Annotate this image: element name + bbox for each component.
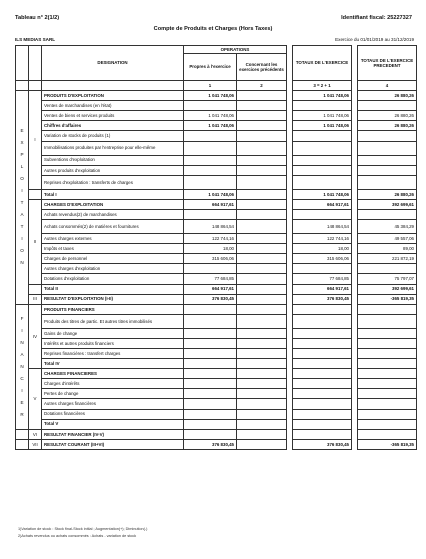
total-value xyxy=(293,419,352,429)
previous-value: 392 699,61 xyxy=(358,284,417,294)
row-label: Total V xyxy=(42,419,184,429)
total-value xyxy=(293,165,352,175)
section-side-blank xyxy=(16,439,29,449)
previous-value xyxy=(358,304,417,314)
concernant-value xyxy=(237,141,287,155)
concernant-value xyxy=(237,419,287,429)
propres-value xyxy=(184,101,237,111)
total-value: 1 041 748,06 xyxy=(293,121,352,131)
table-row xyxy=(16,328,417,338)
propres-value: 1 041 748,06 xyxy=(184,111,237,121)
row-label: PRODUITS D'EXPLOITATION xyxy=(42,91,184,101)
table-row xyxy=(16,175,417,189)
propres-value xyxy=(184,399,237,409)
propres-value xyxy=(184,264,237,274)
concernant-value xyxy=(237,244,287,254)
row-label: Variation de stocks de produits (1) xyxy=(42,131,184,141)
previous-value xyxy=(358,209,417,219)
previous-value xyxy=(358,348,417,358)
table-row xyxy=(16,399,417,409)
previous-value xyxy=(358,409,417,419)
concernant-value xyxy=(237,338,287,348)
total-value: 1 041 748,06 xyxy=(293,91,352,101)
total-value: 122 744,16 xyxy=(293,234,352,244)
table-row xyxy=(16,91,417,101)
propres-value xyxy=(184,328,237,338)
table-row xyxy=(16,429,417,439)
table-row xyxy=(16,314,417,328)
total-value xyxy=(293,264,352,274)
propres-value xyxy=(184,369,237,379)
previous-value: 49 557,06 xyxy=(358,234,417,244)
previous-value xyxy=(358,369,417,379)
section-side-text: FINANCIER xyxy=(20,315,24,417)
table-row xyxy=(16,274,417,284)
previous-value xyxy=(358,101,417,111)
previous-value xyxy=(358,429,417,439)
operations-header: OPERATIONS xyxy=(184,46,287,54)
table-row xyxy=(16,199,417,209)
income-statement-table xyxy=(15,45,417,450)
row-label: RESULTAT COURANT (III+VI) xyxy=(42,439,184,449)
previous-value xyxy=(358,175,417,189)
total-value xyxy=(293,314,352,328)
concernant-value xyxy=(237,439,287,449)
total-value xyxy=(293,101,352,111)
header-blank-3 xyxy=(16,81,29,91)
total-value xyxy=(293,369,352,379)
table-row xyxy=(16,189,417,199)
total-value xyxy=(293,429,352,439)
designation-header: DESIGNATION xyxy=(42,46,184,81)
header-blank-5 xyxy=(42,81,184,91)
propres-value xyxy=(184,379,237,389)
total-value xyxy=(293,131,352,141)
table-row xyxy=(16,165,417,175)
propres-value xyxy=(184,155,237,165)
row-label: Total IV xyxy=(42,359,184,369)
previous-value: -365 819,35 xyxy=(358,294,417,304)
row-label: Dotations financières xyxy=(42,409,184,419)
period-label: Exercice du 01/01/2019 au 31/12/2019 xyxy=(335,37,414,42)
column-number-2: 2 xyxy=(237,81,287,91)
total-value: 77 684,85 xyxy=(293,274,352,284)
column-number-3: 3 = 2 + 1 xyxy=(293,81,352,91)
total-value: 1 041 748,06 xyxy=(293,189,352,199)
concernant-value xyxy=(237,429,287,439)
column-number-1: 1 xyxy=(184,81,237,91)
table-row xyxy=(16,254,417,264)
previous-value xyxy=(358,338,417,348)
propres-value xyxy=(184,359,237,369)
table-row xyxy=(16,409,417,419)
concernant-value xyxy=(237,359,287,369)
propres-value: 315 606,06 xyxy=(184,254,237,264)
concernant-value xyxy=(237,189,287,199)
concernant-value xyxy=(237,389,287,399)
row-label: Total I xyxy=(42,189,184,199)
company-name: ILS MEDIAS SARL xyxy=(15,37,56,42)
concernant-value xyxy=(237,131,287,141)
propres-value: 1 041 748,06 xyxy=(184,189,237,199)
table-row xyxy=(16,234,417,244)
row-label: CHARGES FINANCIERES xyxy=(42,369,184,379)
header-blank-1 xyxy=(16,46,29,81)
previous-value xyxy=(358,314,417,328)
concernant-value xyxy=(237,409,287,419)
concernant-value xyxy=(237,369,287,379)
table-row xyxy=(16,209,417,219)
previous-value xyxy=(358,264,417,274)
previous-value xyxy=(358,131,417,141)
concernant-header: Concernant les exercices précédents xyxy=(237,54,287,81)
table-reference: Tableau n° 2(1/2) xyxy=(15,15,60,21)
previous-value xyxy=(358,359,417,369)
concernant-value xyxy=(237,314,287,328)
table-row xyxy=(16,359,417,369)
propres-value xyxy=(184,338,237,348)
propres-value xyxy=(184,348,237,358)
concernant-value xyxy=(237,274,287,284)
concernant-value xyxy=(237,294,287,304)
row-label: RESULTAT FINANCIER (IV-V) xyxy=(42,429,184,439)
row-label: Total II xyxy=(42,284,184,294)
page-title: Compte de Produits et Charges (Hors Taxes) xyxy=(153,26,273,32)
total-value: 315 606,06 xyxy=(293,254,352,264)
total-value: 664 917,61 xyxy=(293,199,352,209)
table-row xyxy=(16,294,417,304)
table-row xyxy=(16,131,417,141)
concernant-value xyxy=(237,91,287,101)
previous-value: 75 797,07 xyxy=(358,274,417,284)
previous-value: 392 699,61 xyxy=(358,199,417,209)
row-label: Autres charges externes xyxy=(42,234,184,244)
concernant-value xyxy=(237,234,287,244)
row-label: Gains de change xyxy=(42,328,184,338)
previous-value: 221 872,19 xyxy=(358,254,417,264)
concernant-value xyxy=(237,111,287,121)
propres-value: 18,00 xyxy=(184,244,237,254)
row-label: CHARGES D'EXPLOITATION xyxy=(42,199,184,209)
total-value: 1 041 748,06 xyxy=(293,111,352,121)
propres-value: 376 830,45 xyxy=(184,439,237,449)
row-label: Autres produits d'exploitation xyxy=(42,165,184,175)
table-row xyxy=(16,389,417,399)
previous-value: 45 384,29 xyxy=(358,220,417,234)
roman-numeral: IV xyxy=(29,304,42,368)
column-number-4: 4 xyxy=(358,81,417,91)
row-label: Chiffres d'affaires xyxy=(42,121,184,131)
propres-value: 1 041 748,06 xyxy=(184,91,237,101)
propres-value: 664 917,61 xyxy=(184,199,237,209)
propres-value xyxy=(184,389,237,399)
section-side-text: EXPLOITATION xyxy=(20,128,24,266)
footnote-1: 1)Variation de stock : Stock final-Stock initial ; Augmentation(+); Diminution(-) xyxy=(18,527,148,531)
row-label: Reprises financières : transfert charges xyxy=(42,348,184,358)
previous-value xyxy=(358,155,417,165)
previous-value xyxy=(358,165,417,175)
row-label: Immobilisations produites par l'entreprise pour elle-même xyxy=(42,141,184,155)
propres-value xyxy=(184,131,237,141)
propres-value xyxy=(184,175,237,189)
propres-value: 77 684,85 xyxy=(184,274,237,284)
propres-value xyxy=(184,141,237,155)
table-row xyxy=(16,111,417,121)
total-value xyxy=(293,175,352,189)
concernant-value xyxy=(237,101,287,111)
table-row xyxy=(16,348,417,358)
row-label: Pertes de change xyxy=(42,389,184,399)
table-row xyxy=(16,155,417,165)
row-label: Autres charges d'exploitation xyxy=(42,264,184,274)
propres-value: 376 830,45 xyxy=(184,294,237,304)
concernant-value xyxy=(237,284,287,294)
total-value: 376 830,45 xyxy=(293,439,352,449)
propres-value xyxy=(184,419,237,429)
roman-numeral: VI xyxy=(29,429,42,439)
row-label: Ventes de marchandises (en l'état) xyxy=(42,101,184,111)
totaux-header: TOTAUX DE L'EXERCICE xyxy=(293,46,352,81)
concernant-value xyxy=(237,199,287,209)
row-label: Reprises d'exploitation : transferts de charges xyxy=(42,175,184,189)
roman-numeral: V xyxy=(29,369,42,430)
previous-value: -365 819,35 xyxy=(358,439,417,449)
propres-value: 1 041 748,06 xyxy=(184,121,237,131)
row-label: Intérêts et autres produits financiers xyxy=(42,338,184,348)
table-row xyxy=(16,220,417,234)
previous-value: 89,00 xyxy=(358,244,417,254)
total-value xyxy=(293,359,352,369)
previous-value xyxy=(358,379,417,389)
total-value: 664 917,61 xyxy=(293,284,352,294)
propres-value xyxy=(184,165,237,175)
footnote-2: 2)Achats revendus ou achats consommés : Achats - variation de stock xyxy=(18,534,137,538)
row-label: RESULTAT D'EXPLOITATION (I-II) xyxy=(42,294,184,304)
fiscal-identifier: Identifiant fiscal: 25227327 xyxy=(341,15,412,21)
total-value xyxy=(293,304,352,314)
roman-numeral: III xyxy=(29,294,42,304)
concernant-value xyxy=(237,254,287,264)
row-label: Dotations d'exploitation xyxy=(42,274,184,284)
row-label: Subventions d'exploitation xyxy=(42,155,184,165)
previous-value xyxy=(358,419,417,429)
previous-value: 26 880,26 xyxy=(358,111,417,121)
propres-value: 664 917,61 xyxy=(184,284,237,294)
concernant-value xyxy=(237,399,287,409)
table-row xyxy=(16,419,417,429)
concernant-value xyxy=(237,209,287,219)
total-value: 148 864,54 xyxy=(293,220,352,234)
propres-value xyxy=(184,209,237,219)
propres-value xyxy=(184,314,237,328)
table-row xyxy=(16,338,417,348)
totaux-prec-header: TOTAUX DE L'EXERCICE PRECEDENT xyxy=(358,46,417,81)
table-row xyxy=(16,101,417,111)
row-label: Achats consommés(2) de matières et fournitures xyxy=(42,220,184,234)
previous-value xyxy=(358,141,417,155)
row-label: Charges de personnel xyxy=(42,254,184,264)
roman-numeral: VII xyxy=(29,439,42,449)
header-blank-4 xyxy=(29,81,42,91)
table-row xyxy=(16,379,417,389)
concernant-value xyxy=(237,348,287,358)
row-label: PRODUITS FINANCIERS xyxy=(42,304,184,314)
row-label: Ventes de biens et services produits xyxy=(42,111,184,121)
table-row xyxy=(16,141,417,155)
roman-numeral: II xyxy=(29,199,42,284)
roman-numeral xyxy=(29,284,42,294)
concernant-value xyxy=(237,379,287,389)
table-row xyxy=(16,284,417,294)
table-row xyxy=(16,304,417,314)
row-label: Autres charges financières xyxy=(42,399,184,409)
previous-value xyxy=(358,399,417,409)
total-value xyxy=(293,409,352,419)
concernant-value xyxy=(237,264,287,274)
total-value xyxy=(293,155,352,165)
table-row xyxy=(16,439,417,449)
total-value: 18,00 xyxy=(293,244,352,254)
total-value xyxy=(293,399,352,409)
total-value xyxy=(293,348,352,358)
total-value xyxy=(293,389,352,399)
concernant-value xyxy=(237,121,287,131)
propres-value: 122 744,16 xyxy=(184,234,237,244)
total-value xyxy=(293,338,352,348)
table-row xyxy=(16,369,417,379)
concernant-value xyxy=(237,304,287,314)
concernant-value xyxy=(237,165,287,175)
total-value xyxy=(293,379,352,389)
previous-value: 26 880,26 xyxy=(358,91,417,101)
propres-value: 148 864,54 xyxy=(184,220,237,234)
roman-numeral xyxy=(29,189,42,199)
total-value: 376 830,45 xyxy=(293,294,352,304)
table-row xyxy=(16,264,417,274)
row-label: Produits des titres de partic. Et autres titres immobilisés xyxy=(42,314,184,328)
propres-value xyxy=(184,409,237,419)
section-side-label xyxy=(16,91,29,305)
propres-value xyxy=(184,429,237,439)
previous-value: 26 880,26 xyxy=(358,189,417,199)
total-value xyxy=(293,141,352,155)
total-value xyxy=(293,328,352,338)
propres-header: Propres à l'exercice xyxy=(184,54,237,81)
total-value xyxy=(293,209,352,219)
row-label: Charges d'intérêts xyxy=(42,379,184,389)
section-side-blank xyxy=(16,429,29,439)
header-blank-2 xyxy=(29,46,42,81)
previous-value: 26 880,26 xyxy=(358,121,417,131)
concernant-value xyxy=(237,155,287,165)
row-label: Achats revendus(2) de marchandises xyxy=(42,209,184,219)
row-label: Impôts et taxes xyxy=(42,244,184,254)
concernant-value xyxy=(237,220,287,234)
concernant-value xyxy=(237,175,287,189)
previous-value xyxy=(358,328,417,338)
table-row xyxy=(16,244,417,254)
section-side-label xyxy=(16,304,29,429)
concernant-value xyxy=(237,328,287,338)
previous-value xyxy=(358,389,417,399)
roman-numeral: I xyxy=(29,91,42,190)
propres-value xyxy=(184,304,237,314)
table-row xyxy=(16,121,417,131)
